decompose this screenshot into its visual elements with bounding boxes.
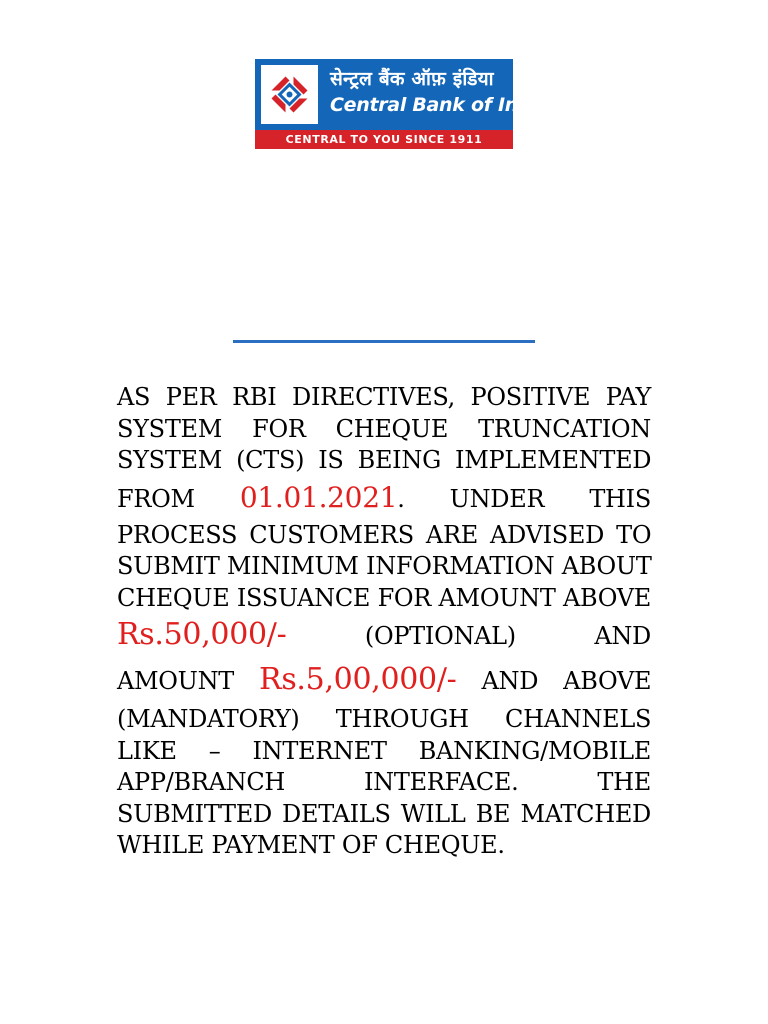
horizontal-divider — [233, 340, 535, 343]
notice-line: SUBMITTED DETAILS WILL BE MATCHED — [117, 799, 651, 828]
bank-emblem-icon — [261, 65, 318, 124]
notice-line: APP/BRANCH INTERFACE. THE — [117, 768, 651, 796]
logo-tagline: CENTRAL TO YOU SINCE 1911 — [255, 130, 513, 149]
notice-line — [117, 657, 651, 704]
implementation-date: 01.01.2021 — [239, 480, 398, 514]
notice-line — [117, 614, 651, 657]
optional-amount: Rs.50,000/- — [117, 617, 287, 652]
notice-text-segment: AND ABOVE — [481, 667, 652, 695]
bank-name-hindi: सेन्ट्रल बैंक ऑफ़ इंडिया — [330, 68, 494, 90]
bank-logo — [255, 59, 551, 149]
notice-line: (MANDATORY) THROUGH CHANNELS — [117, 705, 652, 733]
emblem-graphic — [261, 65, 318, 124]
notice-line: AS PER RBI DIRECTIVES, POSITIVE PAY — [117, 383, 651, 411]
notice-line: LIKE – INTERNET BANKING/MOBILE — [117, 736, 651, 765]
bank-name-english: Central Bank of India — [330, 94, 551, 116]
notice-line — [117, 477, 651, 520]
logo-header — [255, 59, 551, 130]
notice-text-segment: (OPTIONAL) AND — [364, 622, 651, 650]
notice-text-segment: . UNDER THIS — [397, 484, 652, 513]
notice-text-segment: FROM — [117, 484, 195, 513]
notice-text-segment: AMOUNT — [117, 667, 235, 695]
mandatory-amount: Rs.5,00,000/- — [259, 662, 457, 697]
notice-line: SYSTEM FOR CHEQUE TRUNCATION — [117, 414, 651, 443]
notice-line: WHILE PAYMENT OF CHEQUE. — [117, 831, 505, 859]
notice-line: SYSTEM (CTS) IS BEING IMPLEMENTED — [117, 446, 652, 474]
notice-line: SUBMIT MINIMUM INFORMATION ABOUT — [117, 552, 652, 580]
notice-line: PROCESS CUSTOMERS ARE ADVISED TO — [117, 520, 652, 549]
notice-text — [117, 382, 651, 862]
notice-line: CHEQUE ISSUANCE FOR AMOUNT ABOVE — [117, 583, 651, 612]
